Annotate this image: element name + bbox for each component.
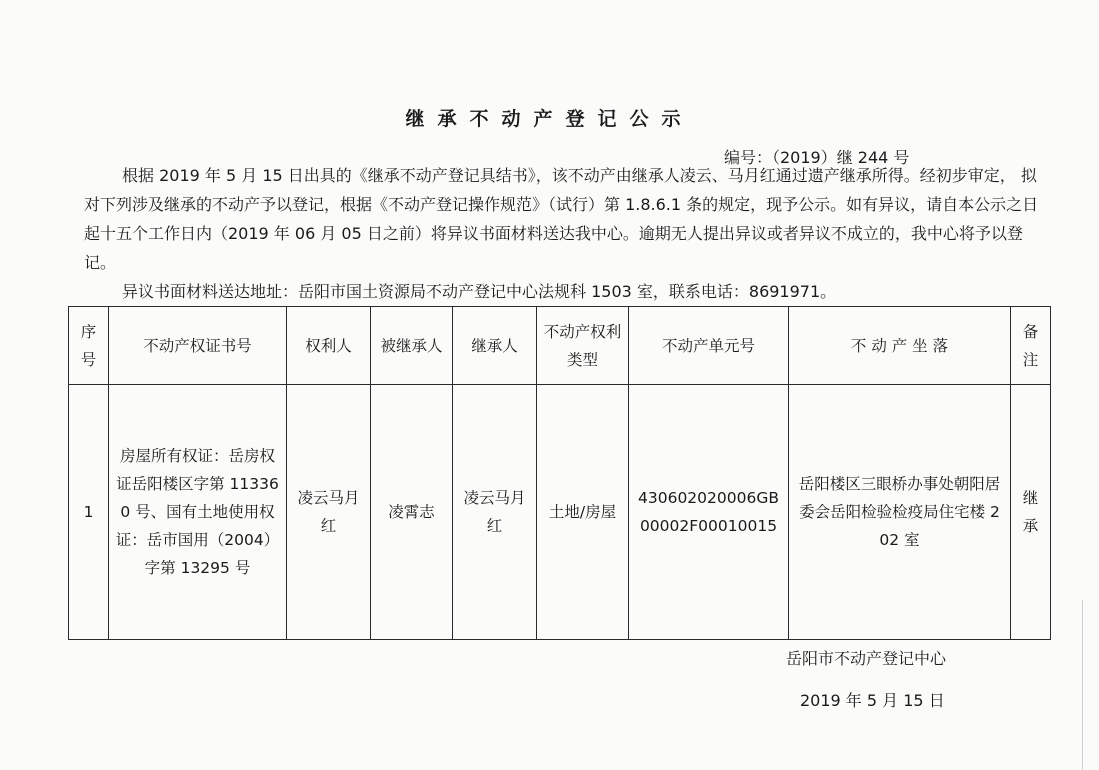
header-heir: 继承人 — [453, 307, 537, 385]
cell-right-type: 土地/房屋 — [537, 385, 629, 640]
header-cert-no: 不动产权证书号 — [109, 307, 287, 385]
notice-body — [84, 161, 1044, 306]
cell-decedent: 凌霄志 — [371, 385, 453, 640]
cell-cert-no: 房屋所有权证：岳房权证岳阳楼区字第 113360 号、国有土地使用权证：岳市国用（2004）字第 13295 号 — [109, 385, 287, 640]
notice-paragraph-address: 异议书面材料送达地址：岳阳市国土资源局不动产登记中心法规科 1503 室，联系电话：8691971。 — [122, 282, 837, 301]
cell-heir: 凌云马月红 — [453, 385, 537, 640]
cell-remark: 继承 — [1011, 385, 1051, 640]
header-obligee: 权利人 — [287, 307, 371, 385]
notice-title: 继承不动产登记公示 — [405, 108, 694, 130]
issue-date: 2019 年 5 月 15 日 — [800, 691, 945, 710]
header-remark: 备注 — [1011, 307, 1051, 385]
scan-edge-line — [1082, 600, 1083, 770]
header-right-type: 不动产权利类型 — [537, 307, 629, 385]
table-row — [69, 385, 1051, 640]
registration-table — [68, 306, 1051, 640]
table-header-row — [69, 307, 1051, 385]
issuing-organization: 岳阳市不动产登记中心 — [786, 649, 947, 668]
cell-unit-no: 430602020006GB00002F00010015 — [629, 385, 789, 640]
header-unit-no: 不动产单元号 — [629, 307, 789, 385]
cell-location: 岳阳楼区三眼桥办事处朝阳居委会岳阳检验检疫局住宅楼 202 室 — [789, 385, 1011, 640]
header-decedent: 被继承人 — [371, 307, 453, 385]
cell-seq: 1 — [69, 385, 109, 640]
header-location: 不 动 产 坐 落 — [789, 307, 1011, 385]
header-seq: 序号 — [69, 307, 109, 385]
document-number: 编号：（2019）继 244 号 — [724, 148, 910, 167]
notice-paragraph-main: 根据 2019 年 5 月 15 日出具的《继承不动产登记具结书》，该不动产由继承人凌云、马月红通过遗产继承所得。经初步审定， 拟对下列涉及继承的不动产予以登记，根据《不动产登记操作规范》（试行）第 1.8.6.1 条的规定，现予公示。如有异议，请自本公示之日起十五个工作日内（2019 年 06 月 05 日之前）将异议书面材料送达我中心。逾期无人提出异议或者异议不成立的，我中心将予以登记。 — [84, 166, 1039, 272]
cell-obligee: 凌云马月红 — [287, 385, 371, 640]
